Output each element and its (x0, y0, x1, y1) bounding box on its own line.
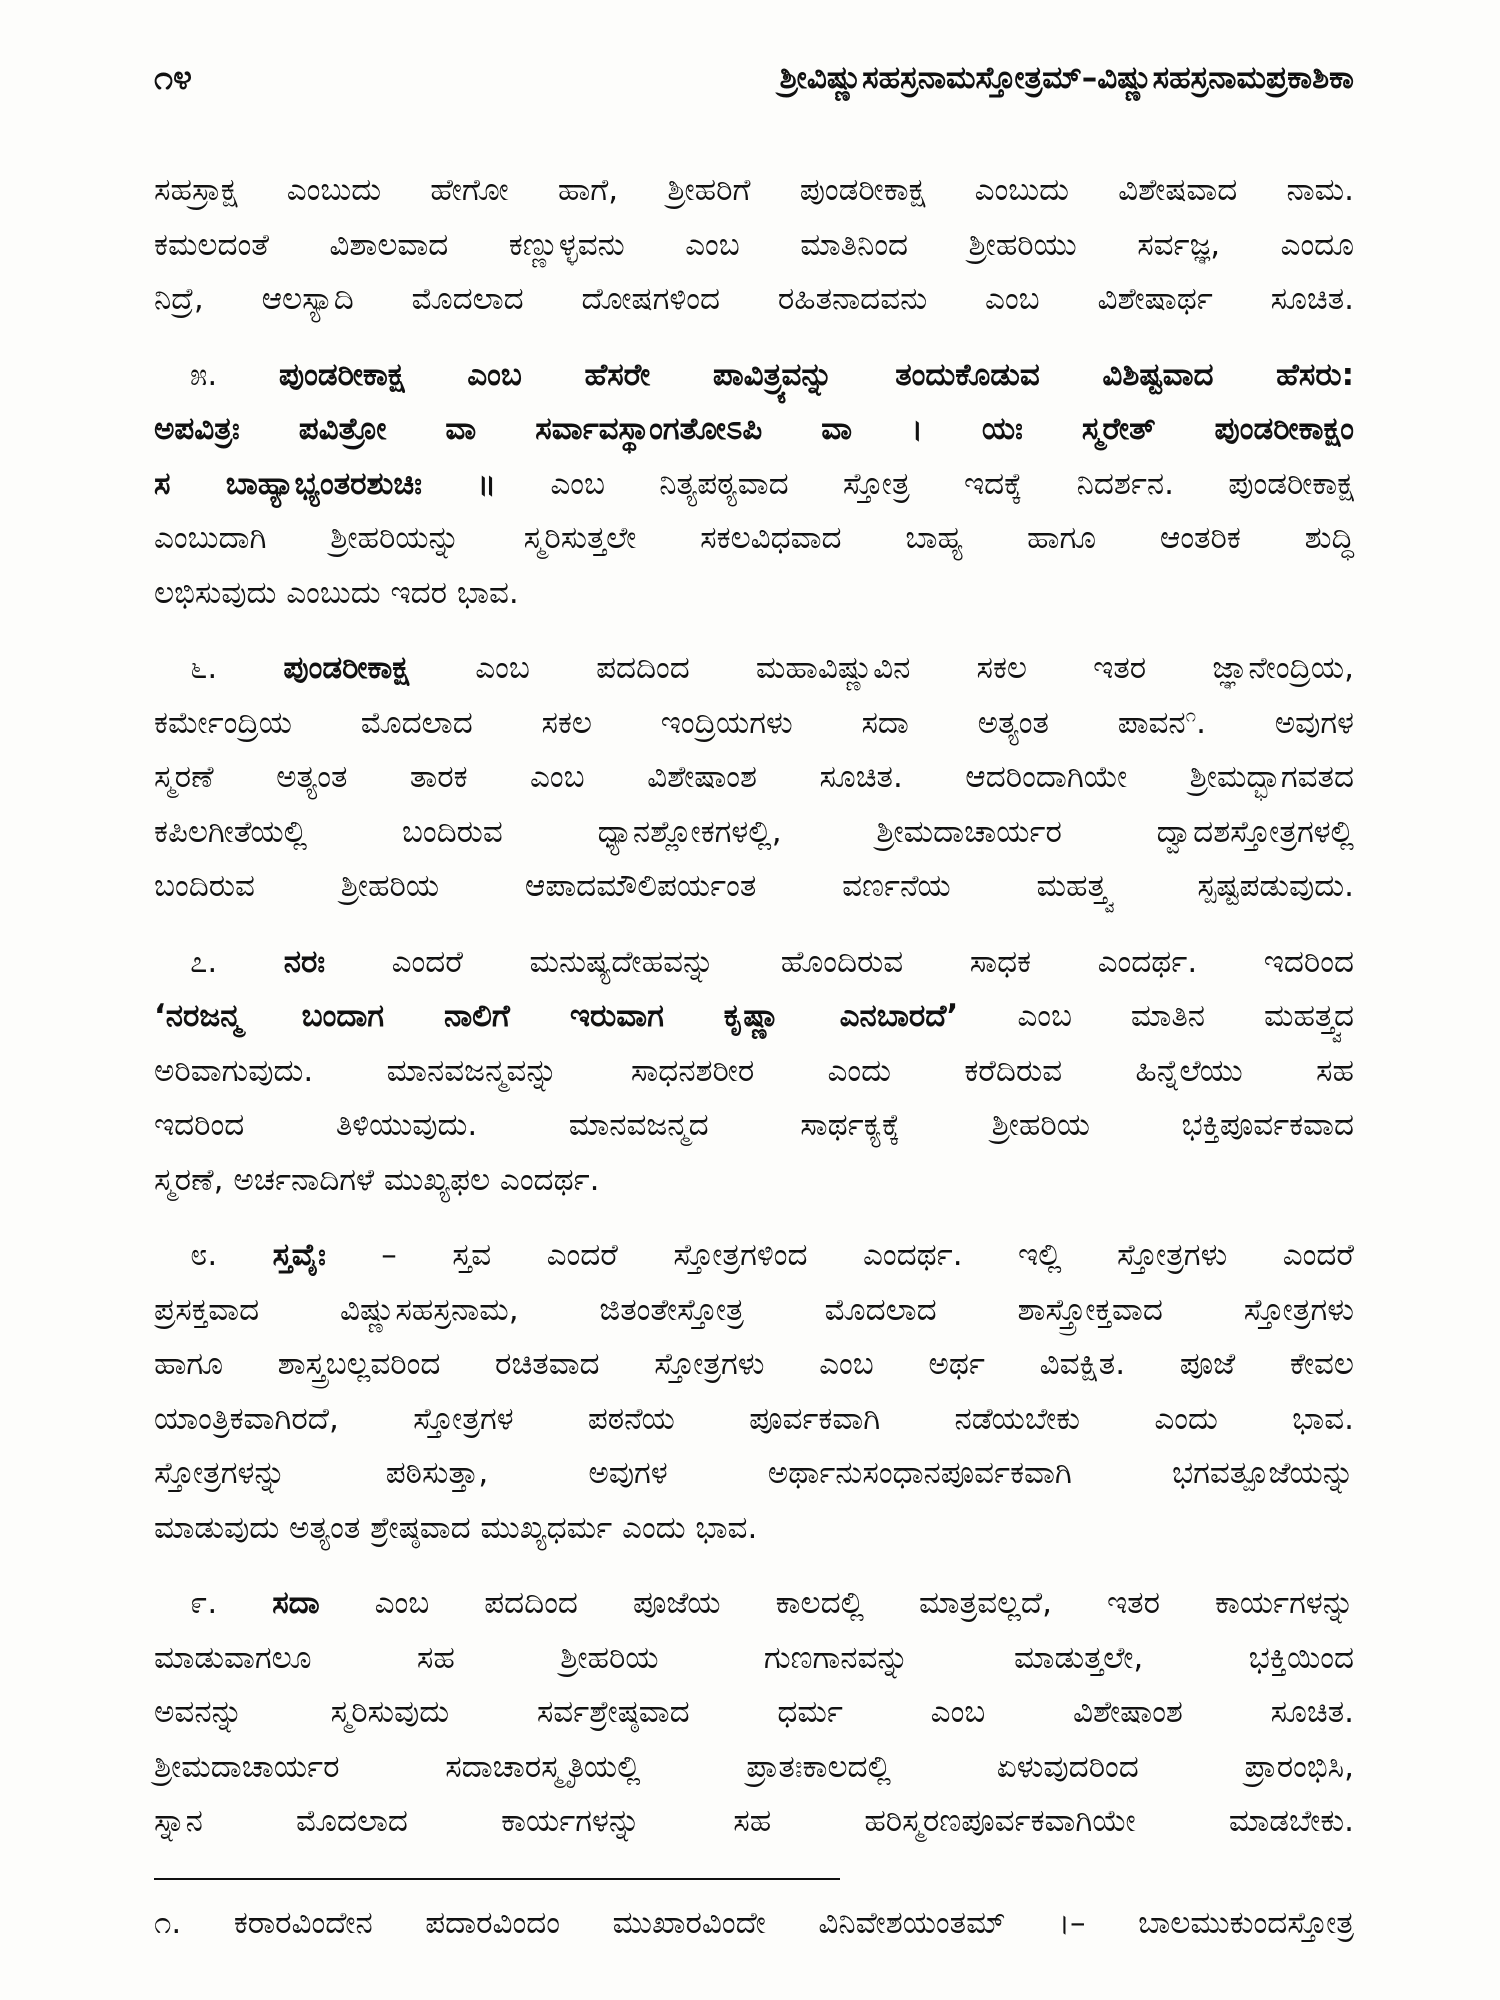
text-run: ಎಂದರೆ ಮನುಷ್ಯದೇಹವನ್ನು ಹೊಂದಿರುವ ಸಾಧಕ ಎಂದರ್ಥ. ಇದರಿಂದ (391, 943, 1355, 980)
text-line: ಶ್ರೀಮದಾಚಾರ್ಯರ ಸದಾಚಾರಸ್ಮೃತಿಯಲ್ಲಿ ಪ್ರಾತಃಕಾಲದಲ್ಲಿ ಏಳುವುದರಿಂದ ಪ್ರಾರಂಭಿಸಿ, (154, 1748, 1354, 1785)
verse-line: ಅಪವಿತ್ರಃ ಪವಿತ್ರೋ ವಾ ಸರ್ವಾವಸ್ಥಾಂಗತೋಽಪಿ ವಾ । ಯಃ ಸ್ಮರೇತ್ ಪುಂಡರೀಕಾಕ್ಷಂ (154, 411, 1354, 447)
text-line (154, 696, 1354, 751)
item-number: ೭. (190, 943, 218, 980)
running-title: ಶ್ರೀವಿಷ್ಣುಸಹಸ್ರನಾಮಸ್ತೋತ್ರಮ್–ವಿಷ್ಣುಸಹಸ್ರನಾಮಪ್ರಕಾಶಿಕಾ (779, 59, 1354, 96)
text-run: ಎಂಬ ಪದದಿಂದ ಮಹಾವಿಷ್ಣುವಿನ ಸಕಲ ಇತರ ಜ್ಞಾನೇಂದ್ರಿಯ, (475, 650, 1354, 686)
paragraph (154, 641, 1354, 914)
paragraph (154, 1576, 1354, 1849)
footnote-ref: ೧ (1185, 705, 1197, 727)
text-line (154, 641, 1354, 696)
text-line: ಮಾಡುವಾಗಲೂ ಸಹ ಶ್ರೀಹರಿಯ ಗುಣಗಾನವನ್ನು ಮಾಡುತ್ತಲೇ, ಭಕ್ತಿಯಿಂದ (154, 1639, 1354, 1676)
footnote-rule (154, 1878, 840, 1880)
text-run: – ಸ್ತವ ಎಂದರೆ ಸ್ತೋತ್ರಗಳಿಂದ ಎಂದರ್ಥ. ಇಲ್ಲಿ ಸ್ತೋತ್ರಗಳು ಎಂದರೆ (381, 1237, 1354, 1273)
body-text (154, 163, 1354, 1950)
paragraph (154, 1228, 1354, 1555)
text-line: ಪ್ರಸಕ್ತವಾದ ವಿಷ್ಣುಸಹಸ್ರನಾಮ, ಜಿತಂತೇಸ್ತೋತ್ರ ಮೊದಲಾದ ಶಾಸ್ತ್ರೋಕ್ತವಾದ ಸ್ತೋತ್ರಗಳು (154, 1291, 1354, 1328)
bold-term: ಪುಂಡರೀಕಾಕ್ಷ (283, 650, 410, 686)
text-line: ಕಪಿಲಗೀತೆಯಲ್ಲಿ ಬಂದಿರುವ ಧ್ಯಾನಶ್ಲೋಕಗಳಲ್ಲಿ, ಶ್ರೀಮದಾಚಾರ್ಯರ ದ್ವಾದಶಸ್ತೋತ್ರಗಳಲ್ಲಿ (154, 813, 1354, 850)
bold-term: ಸದಾ (272, 1585, 320, 1621)
text-line (154, 935, 1354, 990)
text-line: ಮಾಡುವುದು ಅತ್ಯಂತ ಶ್ರೇಷ್ಠವಾದ ಮುಖ್ಯಧರ್ಮ ಎಂದು ಭಾವ. (154, 1509, 758, 1546)
footnote-text: ಕರಾರವಿಂದೇನ ಪದಾರವಿಂದಂ ಮುಖಾರವಿಂದೇ ವಿನಿವೇಶಯಂತಮ್ ।– ಬಾಲಮುಕುಂದಸ್ತೋತ್ರ (233, 1904, 1355, 1941)
paragraph (154, 163, 1354, 327)
text-line: ಅರಿವಾಗುವುದು. ಮಾನವಜನ್ಮವನ್ನು ಸಾಧನಶರೀರ ಎಂದು ಕರೆದಿರುವ ಹಿನ್ನೆಲೆಯು ಸಹ (154, 1052, 1354, 1089)
text-line: ಸ್ಮರಣೆ, ಅರ್ಚನಾದಿಗಳೆ ಮುಖ್ಯಫಲ ಎಂದರ್ಥ. (154, 1161, 600, 1198)
text-line: ಇದರಿಂದ ತಿಳಿಯುವುದು. ಮಾನವಜನ್ಮದ ಸಾರ್ಥಕ್ಯಕ್ಕೆ ಶ್ರೀಹರಿಯ ಭಕ್ತಿಪೂರ್ವಕವಾದ (154, 1107, 1354, 1143)
text-line: ಕಮಲದಂತೆ ವಿಶಾಲವಾದ ಕಣ್ಣುಳ್ಳವನು ಎಂಬ ಮಾತಿನಿಂದ ಶ್ರೀಹರಿಯು ಸರ್ವಜ್ಞ, ಎಂದೂ (154, 226, 1354, 263)
text-line: ಸ್ಮರಣೆ ಅತ್ಯಂತ ತಾರಕ ಎಂಬ ವಿಶೇಷಾಂಶ ಸೂಚಿತ. ಆದರಿಂದಾಗಿಯೇ ಶ್ರೀಮದ್ಭಾಗವತದ (154, 759, 1354, 795)
footnote-number: ೧. (154, 1904, 182, 1941)
text-line: ಸ್ತೋತ್ರಗಳನ್ನು ಪಠಿಸುತ್ತಾ, ಅವುಗಳ ಅರ್ಥಾನುಸಂಧಾನಪೂರ್ವಕವಾಗಿ ಭಗವತ್ಪೂಜೆಯನ್ನು (154, 1455, 1354, 1491)
verse-line-end: ಸ ಬಾಹ್ಯಾಭ್ಯಂತರಶುಚಿಃ ॥ (154, 465, 497, 502)
item-number: ೮. (190, 1237, 218, 1273)
paragraph (154, 935, 1354, 1208)
text-line: ಸಹಸ್ರಾಕ್ಷ ಎಂಬುದು ಹೇಗೋ ಹಾಗೆ, ಶ್ರೀಹರಿಗೆ ಪುಂಡರೀಕಾಕ್ಷ ಎಂಬುದು ವಿಶೇಷವಾದ ನಾಮ. (154, 172, 1354, 208)
text-line: ಎಂಬುದಾಗಿ ಶ್ರೀಹರಿಯನ್ನು ಸ್ಮರಿಸುತ್ತಲೇ ಸಕಲವಿಧವಾದ ಬಾಹ್ಯ ಹಾಗೂ ಆಂತರಿಕ ಶುದ್ಧಿ (154, 520, 1354, 556)
footnote (154, 1896, 1354, 1951)
text-line (154, 348, 1354, 403)
item-heading: ಪುಂಡರೀಕಾಕ್ಷ ಎಂಬ ಹೆಸರೇ ಪಾವಿತ್ರ್ಯವನ್ನು ತಂದುಕೊಡುವ ವಿಶಿಷ್ಟವಾದ ಹೆಸರು: (278, 356, 1355, 393)
page-number: ೧೪ (154, 58, 193, 98)
text-line (154, 1576, 1354, 1631)
item-number: ೬. (190, 650, 218, 686)
text-run: ಕರ್ಮೇಂದ್ರಿಯ ಮೊದಲಾದ ಸಕಲ ಇಂದ್ರಿಯಗಳು ಸದಾ ಅತ್ಯಂತ ಪಾವನ (154, 704, 1186, 741)
item-number: ೫. (190, 356, 218, 393)
running-header (154, 54, 1354, 102)
text-line: ಅವನನ್ನು ಸ್ಮರಿಸುವುದು ಸರ್ವಶ್ರೇಷ್ಠವಾದ ಧರ್ಮ ಎಂಬ ವಿಶೇಷಾಂಶ ಸೂಚಿತ. (154, 1694, 1354, 1730)
text-line (154, 989, 1354, 1044)
text-run: . ಅವುಗಳ (1196, 704, 1354, 741)
text-line: ಹಾಗೂ ಶಾಸ್ತ್ರಬಲ್ಲವರಿಂದ ರಚಿತವಾದ ಸ್ತೋತ್ರಗಳು ಎಂಬ ಅರ್ಥ ವಿವಕ್ಷಿತ. ಪೂಜೆ ಕೇವಲ (154, 1346, 1354, 1382)
text-run: ಎಂಬ ಪದದಿಂದ ಪೂಜೆಯ ಕಾಲದಲ್ಲಿ ಮಾತ್ರವಲ್ಲದೆ, ಇತರ ಕಾರ್ಯಗಳನ್ನು (374, 1585, 1354, 1621)
quoted-saying: ‘ನರಜನ್ಮ ಬಂದಾಗ ನಾಲಿಗೆ ಇರುವಾಗ ಕೃಷ್ಣಾ ಎನಬಾರದೆ’ (154, 998, 959, 1034)
text-line: ಯಾಂತ್ರಿಕವಾಗಿರದೆ, ಸ್ತೋತ್ರಗಳ ಪಠನೆಯ ಪೂರ್ವಕವಾಗಿ ನಡೆಯಬೇಕು ಎಂದು ಭಾವ. (154, 1400, 1354, 1437)
text-line: ಬಂದಿರುವ ಶ್ರೀಹರಿಯ ಆಪಾದಮೌಲಿಪರ್ಯಂತ ವರ್ಣನೆಯ ಮಹತ್ತ್ವ ಸ್ಪಷ್ಟಪಡುವುದು. (154, 868, 1354, 904)
text-line: ಲಭಿಸುವುದು ಎಂಬುದು ಇದರ ಭಾವ. (154, 574, 519, 611)
text-run: ಎಂಬ ನಿತ್ಯಪಠ್ಯವಾದ ಸ್ತೋತ್ರ ಇದಕ್ಕೆ ನಿದರ್ಶನ. ಪುಂಡರೀಕಾಕ್ಷ (550, 465, 1354, 502)
text-line: ನಿದ್ರೆ, ಆಲಸ್ಯಾದಿ ಮೊದಲಾದ ದೋಷಗಳಿಂದ ರಹಿತನಾದವನು ಎಂಬ ವಿಶೇಷಾರ್ಥ ಸೂಚಿತ. (154, 281, 1354, 317)
text-line: ಸ್ನಾನ ಮೊದಲಾದ ಕಾರ್ಯಗಳನ್ನು ಸಹ ಹರಿಸ್ಮರಣಪೂರ್ವಕವಾಗಿಯೇ ಮಾಡಬೇಕು. (154, 1803, 1354, 1839)
text-line (154, 457, 1354, 512)
paragraph (154, 348, 1354, 621)
text-line (154, 1228, 1354, 1283)
item-number: ೯. (190, 1585, 218, 1621)
bold-term: ಸ್ತವೈಃ (272, 1237, 326, 1273)
bold-term: ನರಃ (283, 943, 326, 980)
text-run: ಎಂಬ ಮಾತಿನ ಮಹತ್ತ್ವದ (1017, 998, 1354, 1034)
